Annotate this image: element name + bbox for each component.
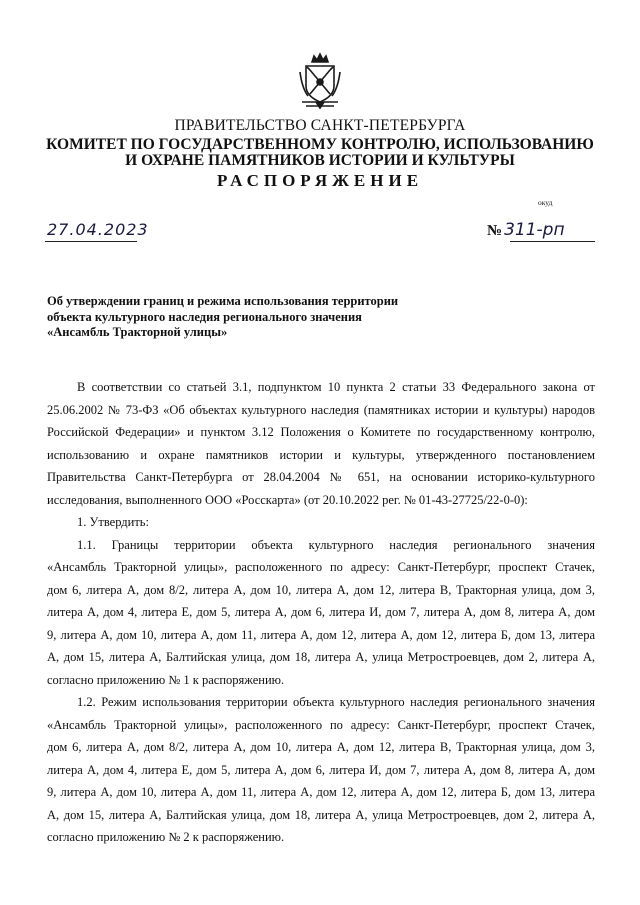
number-value: 311-рп bbox=[504, 220, 565, 240]
body-line: Российской Федерации» и пунктом 3.12 Положения о Комитете по государственному контролю, bbox=[47, 425, 595, 439]
body-line: 25.06.2002 № 73-ФЗ «Об объектах культурного наследия (памятниках истории и культуры) народов bbox=[47, 402, 595, 417]
body-line: В соответствии со статьей 3.1, подпунктом 10 пункта 2 статьи 33 Федерального закона от bbox=[77, 380, 595, 394]
document-number bbox=[487, 220, 565, 240]
body-line: дом 6, литера А, дом 8/2, литера А, дом 10, литера А, дом 12, литера В, Тракторная улица, дом 3, bbox=[47, 582, 595, 597]
number-sign: № bbox=[487, 223, 503, 239]
body-line: литера А, дом 4, литера Е, дом 5, литера А, дом 6, литера И, дом 7, литера А, дом 8, литера А, дом bbox=[47, 605, 595, 619]
coat-of-arms-icon bbox=[298, 52, 342, 110]
body-line: 1.1. Границы территории объекта культурного наследия регионального значения bbox=[77, 537, 595, 552]
body-line: дом 6, литера А, дом 8/2, литера А, дом 10, литера А, дом 12, литера В, Тракторная улица, дом 3, bbox=[47, 740, 595, 754]
government-name: ПРАВИТЕЛЬСТВО САНКТ-ПЕТЕРБУРГА bbox=[174, 117, 466, 134]
body-line: исследования, выполненного ООО «Росскарта» (от 20.10.2022 рег. № 01-43-27725/22-0-0): bbox=[47, 492, 528, 507]
subject-line: Об утверждении границ и режима использования территории bbox=[47, 294, 399, 308]
body-line: 9, литера А, дом 10, литера А, дом 11, литера А, дом 12, литера А, дом 12, литера Б, дом 13, литера bbox=[47, 627, 595, 642]
body-line: использованию и охране памятников истории и культуры, утвержденного постановлением bbox=[47, 447, 595, 462]
body-line: 9, литера А, дом 10, литера А, дом 11, литера А, дом 12, литера А, дом 12, литера Б, дом 13, литера bbox=[47, 785, 595, 799]
body-line: согласно приложению № 2 к распоряжению. bbox=[47, 830, 285, 844]
body-line: Правительства Санкт-Петербурга от 28.04.2004 № 651, на основании историко-культурного bbox=[47, 470, 595, 484]
body-line: А, дом 15, литера А, Балтийская улица, дом 18, литера А, улица Метростроевцев, дом 2, литера А, bbox=[47, 650, 595, 664]
subject-line: «Ансамбль Тракторной улицы» bbox=[47, 325, 228, 339]
body-line: «Ансамбль Тракторной улицы», расположенного по адресу: Санкт-Петербург, проспект Стачек, bbox=[47, 560, 595, 574]
body-line: А, дом 15, литера А, Балтийская улица, дом 18, литера А, улица Метростроевцев, дом 2, литера А, bbox=[47, 807, 595, 822]
body-line: литера А, дом 4, литера Е, дом 5, литера А, дом 6, литера И, дом 7, литера А, дом 8, литера А, дом bbox=[47, 762, 595, 777]
committee-name-line-1: КОМИТЕТ ПО ГОСУДАРСТВЕННОМУ КОНТРОЛЮ, ИСПОЛЬЗОВАНИЮ bbox=[46, 136, 594, 153]
document-type-title: РАСПОРЯЖЕНИЕ bbox=[216, 171, 424, 190]
subject-line: объекта культурного наследия регионального значения bbox=[47, 309, 362, 324]
number-underline bbox=[510, 241, 595, 242]
document-subject bbox=[47, 294, 398, 341]
body-line: 1.2. Режим использования территории объекта культурного наследия регионального значения bbox=[77, 695, 595, 709]
okud-label: окуд bbox=[538, 198, 553, 207]
date-underline bbox=[45, 241, 137, 242]
body-line: согласно приложению № 1 к распоряжению. bbox=[47, 672, 285, 687]
body-line: «Ансамбль Тракторной улицы», расположенного по адресу: Санкт-Петербург, проспект Стачек, bbox=[47, 717, 595, 732]
committee-name-line-2: И ОХРАНЕ ПАМЯТНИКОВ ИСТОРИИ И КУЛЬТУРЫ bbox=[125, 152, 515, 169]
document-body bbox=[47, 376, 595, 849]
body-line: 1. Утвердить: bbox=[77, 515, 149, 529]
document-date: 27.04.2023 bbox=[47, 220, 149, 239]
